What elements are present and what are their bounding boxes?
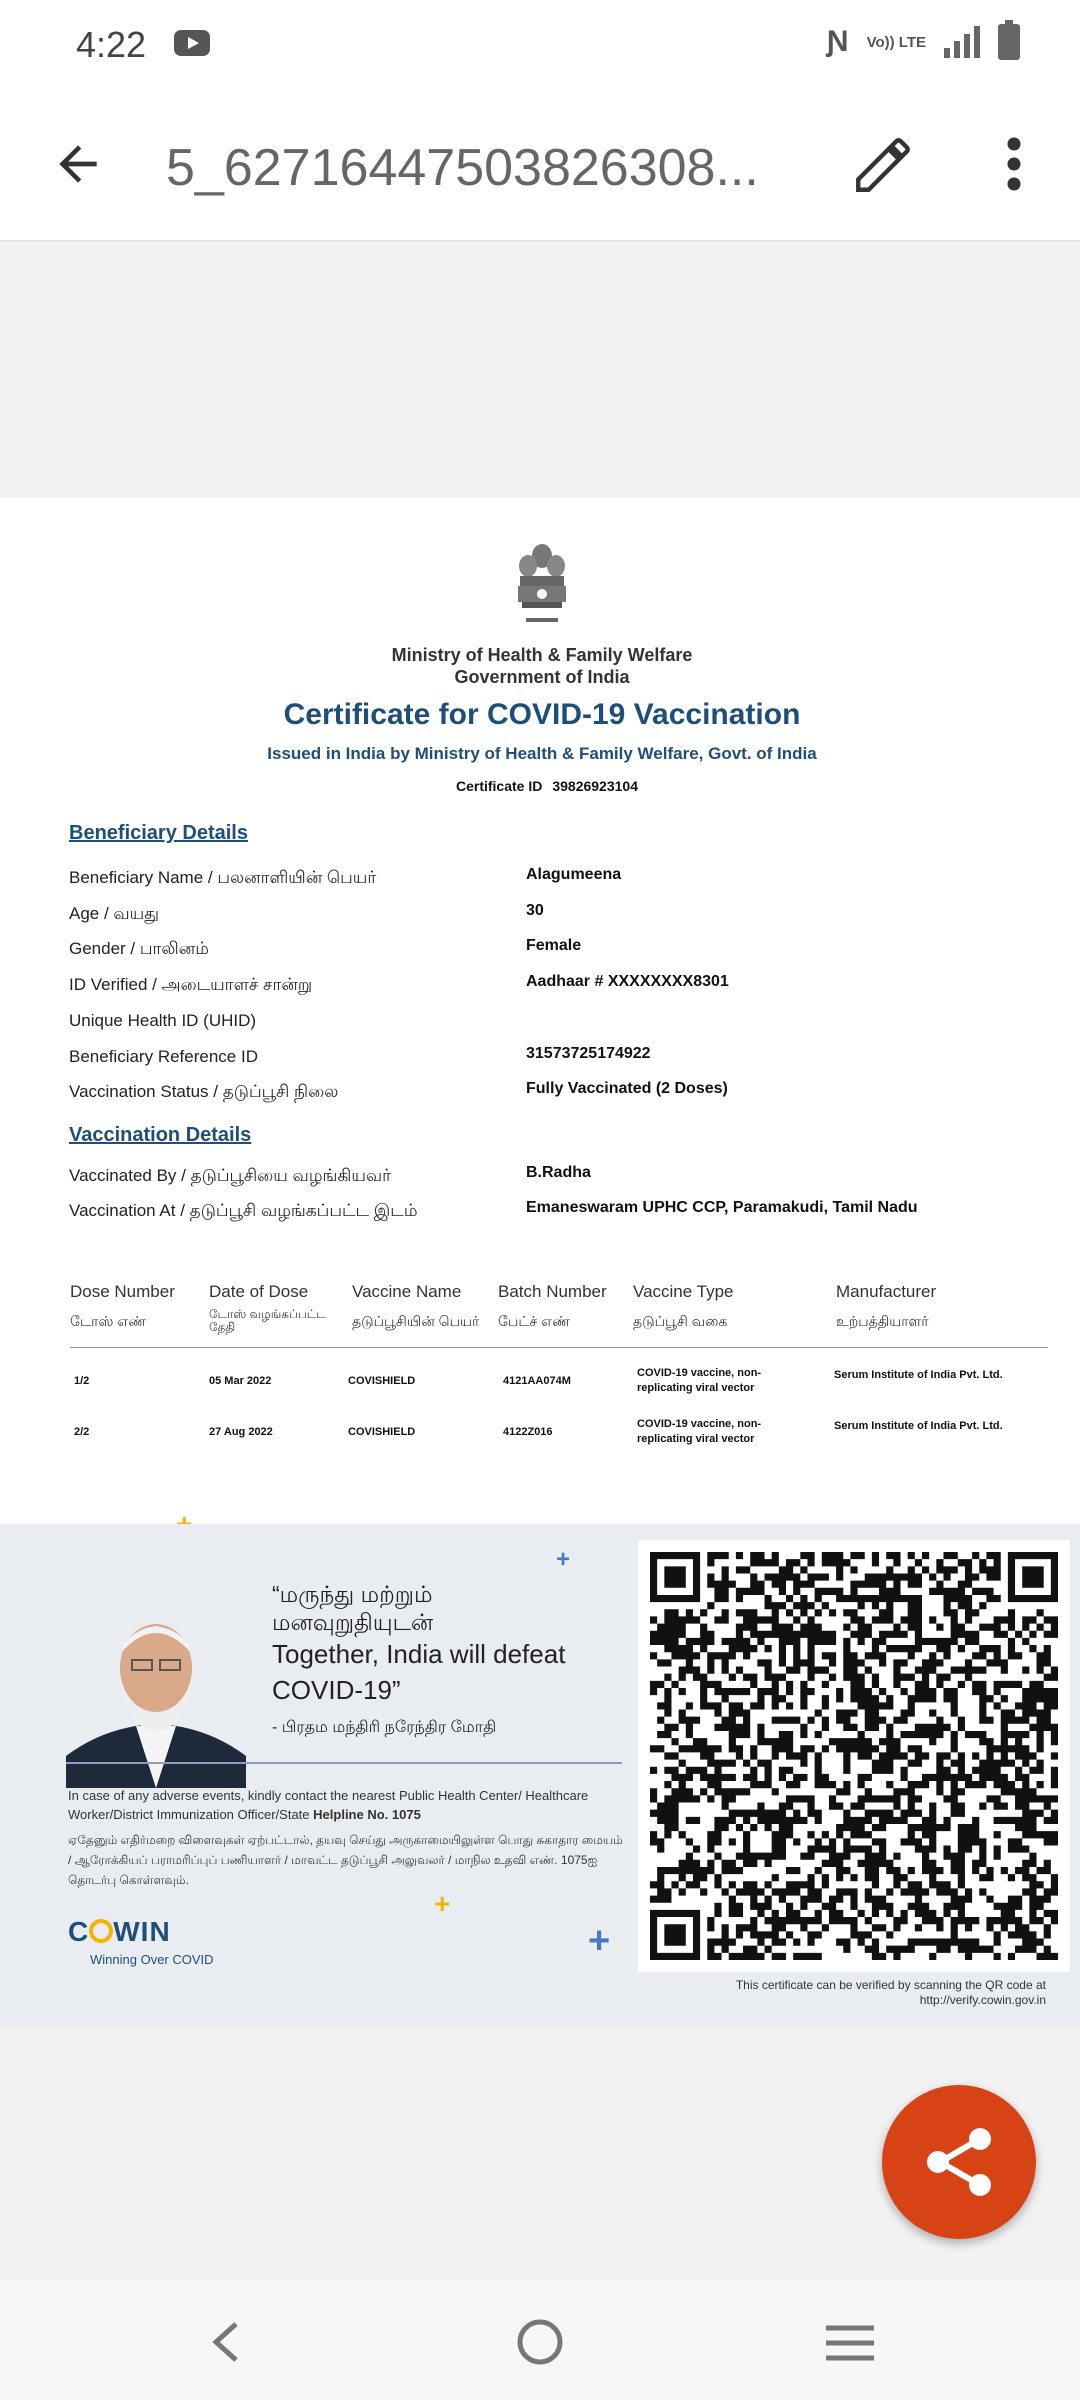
back-arrow-icon[interactable] <box>50 136 106 192</box>
cowin-logo-rest: WIN <box>113 1916 171 1947</box>
age-label: Age / வயது <box>69 904 160 923</box>
certificate-document <box>0 498 1080 2026</box>
quote-attribution: - பிரதம மந்திரி நரேந்திர மோதி <box>272 1719 497 1736</box>
beneficiary-details-heading: Beneficiary Details <box>69 822 248 844</box>
certificate-banner <box>0 1524 1080 2026</box>
header-dose-number: Dose Number <box>70 1282 175 1301</box>
vaccinated-by-label: Vaccinated By / தடுப்பூசியை வழங்கியவர் <box>69 1166 392 1185</box>
volte-icon: Vo)) LTE <box>866 33 926 51</box>
vaccination-details-heading: Vaccination Details <box>69 1124 252 1146</box>
vaccination-at-value: Emaneswaram UPHC CCP, Paramakudi, Tamil Nadu <box>526 1199 918 1216</box>
system-nav-bar <box>0 2280 1080 2400</box>
header-vaccine-type: Vaccine Type <box>633 1282 734 1301</box>
vaccination-status-value: Fully Vaccinated (2 Doses) <box>526 1080 728 1097</box>
share-icon <box>882 2085 1036 2239</box>
certificate-id <box>0 778 1080 794</box>
header-vaccine-name: Vaccine Name <box>352 1282 462 1301</box>
gender-label: Gender / பாலினம் <box>69 939 209 958</box>
quote-tamil <box>272 1580 433 1636</box>
header-vaccine-name-ta: தடுப்பூசியின் பெயர் <box>352 1313 480 1329</box>
cowin-logo-c: C <box>68 1916 90 1947</box>
quote-english-line2: COVID-19” <box>272 1675 401 1705</box>
nav-home-icon[interactable] <box>516 2318 564 2366</box>
file-title: 5_62716447503826308... <box>166 139 759 197</box>
row2-type: COVID-19 vaccine, non-replicating viral vector <box>637 1418 762 1445</box>
certificate-subtitle: Issued in India by Ministry of Health & Family Welfare, Govt. of India <box>267 744 817 763</box>
ministry-line: Ministry of Health & Family Welfare <box>391 645 693 665</box>
beneficiary-name-label: Beneficiary Name / பலனாளியின் பெயர் <box>69 868 377 887</box>
plus-decoration-icon: + <box>588 1920 611 1962</box>
row1-dose: 1/2 <box>74 1375 90 1387</box>
edit-pencil-icon[interactable] <box>850 132 916 198</box>
quote-english-line1: Together, India will defeat <box>272 1639 566 1669</box>
header-manufacturer: Manufacturer <box>836 1282 937 1301</box>
government-line: Government of India <box>454 667 630 687</box>
certificate-id-label: Certificate ID <box>455 778 543 794</box>
uhid-label: Unique Health ID (UHID) <box>69 1011 257 1030</box>
app-bar <box>0 90 1080 242</box>
share-button[interactable] <box>882 2085 1036 2239</box>
age-value: 30 <box>526 902 544 919</box>
quote-tamil-line1: “மருந்து மற்றும் <box>272 1581 433 1607</box>
row1-vaccine: COVISHIELD <box>348 1375 416 1387</box>
qr-caption <box>640 1978 1046 2008</box>
status-time: 4:22 <box>76 24 147 65</box>
header-date-of-dose: Date of Dose <box>209 1282 309 1301</box>
header-dose-number-ta: டோஸ் எண் <box>70 1313 147 1329</box>
row1-manufacturer: Serum Institute of India Pvt. Ltd. <box>834 1369 1003 1381</box>
qr-code <box>638 1540 1070 1972</box>
gender-value: Female <box>526 937 582 954</box>
certificate-id-value: 39826923104 <box>552 778 638 794</box>
row2-dose: 2/2 <box>74 1426 90 1438</box>
more-vert-icon[interactable] <box>1000 134 1028 194</box>
cowin-plus-icon <box>89 1919 113 1943</box>
cowin-tagline: Winning Over COVID <box>90 1952 214 1967</box>
beneficiary-reference-id-label: Beneficiary Reference ID <box>69 1047 258 1066</box>
helpline-tamil: ஏதேனும் எதிர்மறை விளைவுகள் ஏற்பட்டால், தயவு செய்து அருகாமையிலுள்ள பொது சுகாதார மையம் / ஆரோக்கியப் பராமரிப்புப் பணியாளர் / மாவட்ட தடுப்பூசி அலுவலர் / மாநில உதவி எண். 1075ஐ தொடர்பு கொள்ளவும். <box>68 1833 623 1887</box>
vaccination-at-label: Vaccination At / தடுப்பூசி வழங்கப்பட்ட இடம் <box>69 1201 418 1220</box>
row2-batch: 4122Z016 <box>503 1426 553 1438</box>
signal-icon <box>944 26 980 58</box>
certificate-title: Certificate for COVID-19 Vaccination <box>283 698 801 731</box>
header-batch-number: Batch Number <box>498 1282 607 1301</box>
header-batch-number-ta: பேட்ச் எண் <box>498 1313 570 1329</box>
table-divider <box>70 1347 1048 1348</box>
header-date-of-dose-ta: டோஸ் வழங்கப்பட்ட தேதி <box>209 1307 326 1334</box>
nav-back-icon[interactable] <box>208 2320 242 2364</box>
qr-caption-line1: This certificate can be verified by scanning the QR code at <box>735 1978 1046 1992</box>
helpline-number: Helpline No. 1075 <box>313 1807 421 1822</box>
beneficiary-name-value: Alagumeena <box>526 866 622 883</box>
battery-icon <box>998 24 1020 60</box>
vaccination-status-label: Vaccination Status / தடுப்பூசி நிலை <box>69 1082 339 1101</box>
nfc-icon: Ɲ <box>826 25 849 58</box>
helpline-english-text: In case of any adverse events, kindly contact the nearest Public Health Center/ Healthcare Worker/District Immunization Officer/State <box>68 1788 589 1822</box>
row2-manufacturer: Serum Institute of India Pvt. Ltd. <box>834 1420 1003 1432</box>
qr-modules <box>650 1552 1058 1960</box>
quote-tamil-line2: மனவுறுதியுடன் <box>272 1609 434 1635</box>
youtube-icon <box>174 30 210 56</box>
ministry-heading <box>0 644 1080 688</box>
row1-batch: 4121AA074M <box>503 1375 571 1387</box>
vaccinated-by-value: B.Radha <box>526 1164 591 1181</box>
qr-code-icon <box>638 1540 1070 1972</box>
plus-decoration-icon: + <box>434 1888 451 1919</box>
banner-divider <box>66 1762 622 1764</box>
id-verified-label: ID Verified / அடையாளச் சான்று <box>69 975 313 994</box>
nav-recents-icon[interactable] <box>824 2324 876 2362</box>
status-icons <box>827 24 1020 60</box>
status-bar <box>0 0 1080 90</box>
header-vaccine-type-ta: தடுப்பூசி வகை <box>633 1313 728 1329</box>
national-emblem-icon <box>512 538 572 638</box>
helpline-english <box>68 1786 628 1824</box>
beneficiary-reference-id-value: 31573725174922 <box>526 1045 651 1062</box>
quote-english <box>272 1636 565 1708</box>
id-verified-value: Aadhaar # XXXXXXXX8301 <box>526 973 729 990</box>
plus-decoration-icon: + <box>556 1546 571 1573</box>
cowin-logo <box>68 1916 171 1948</box>
qr-caption-url: http://verify.cowin.gov.in <box>919 1993 1046 2007</box>
row1-date: 05 Mar 2022 <box>209 1375 272 1387</box>
prime-minister-portrait <box>66 1596 246 1788</box>
header-manufacturer-ta: உற்பத்தியாளர் <box>836 1313 929 1329</box>
row2-date: 27 Aug 2022 <box>209 1426 273 1438</box>
row1-type: COVID-19 vaccine, non-replicating viral vector <box>637 1367 762 1394</box>
row2-vaccine: COVISHIELD <box>348 1426 416 1438</box>
